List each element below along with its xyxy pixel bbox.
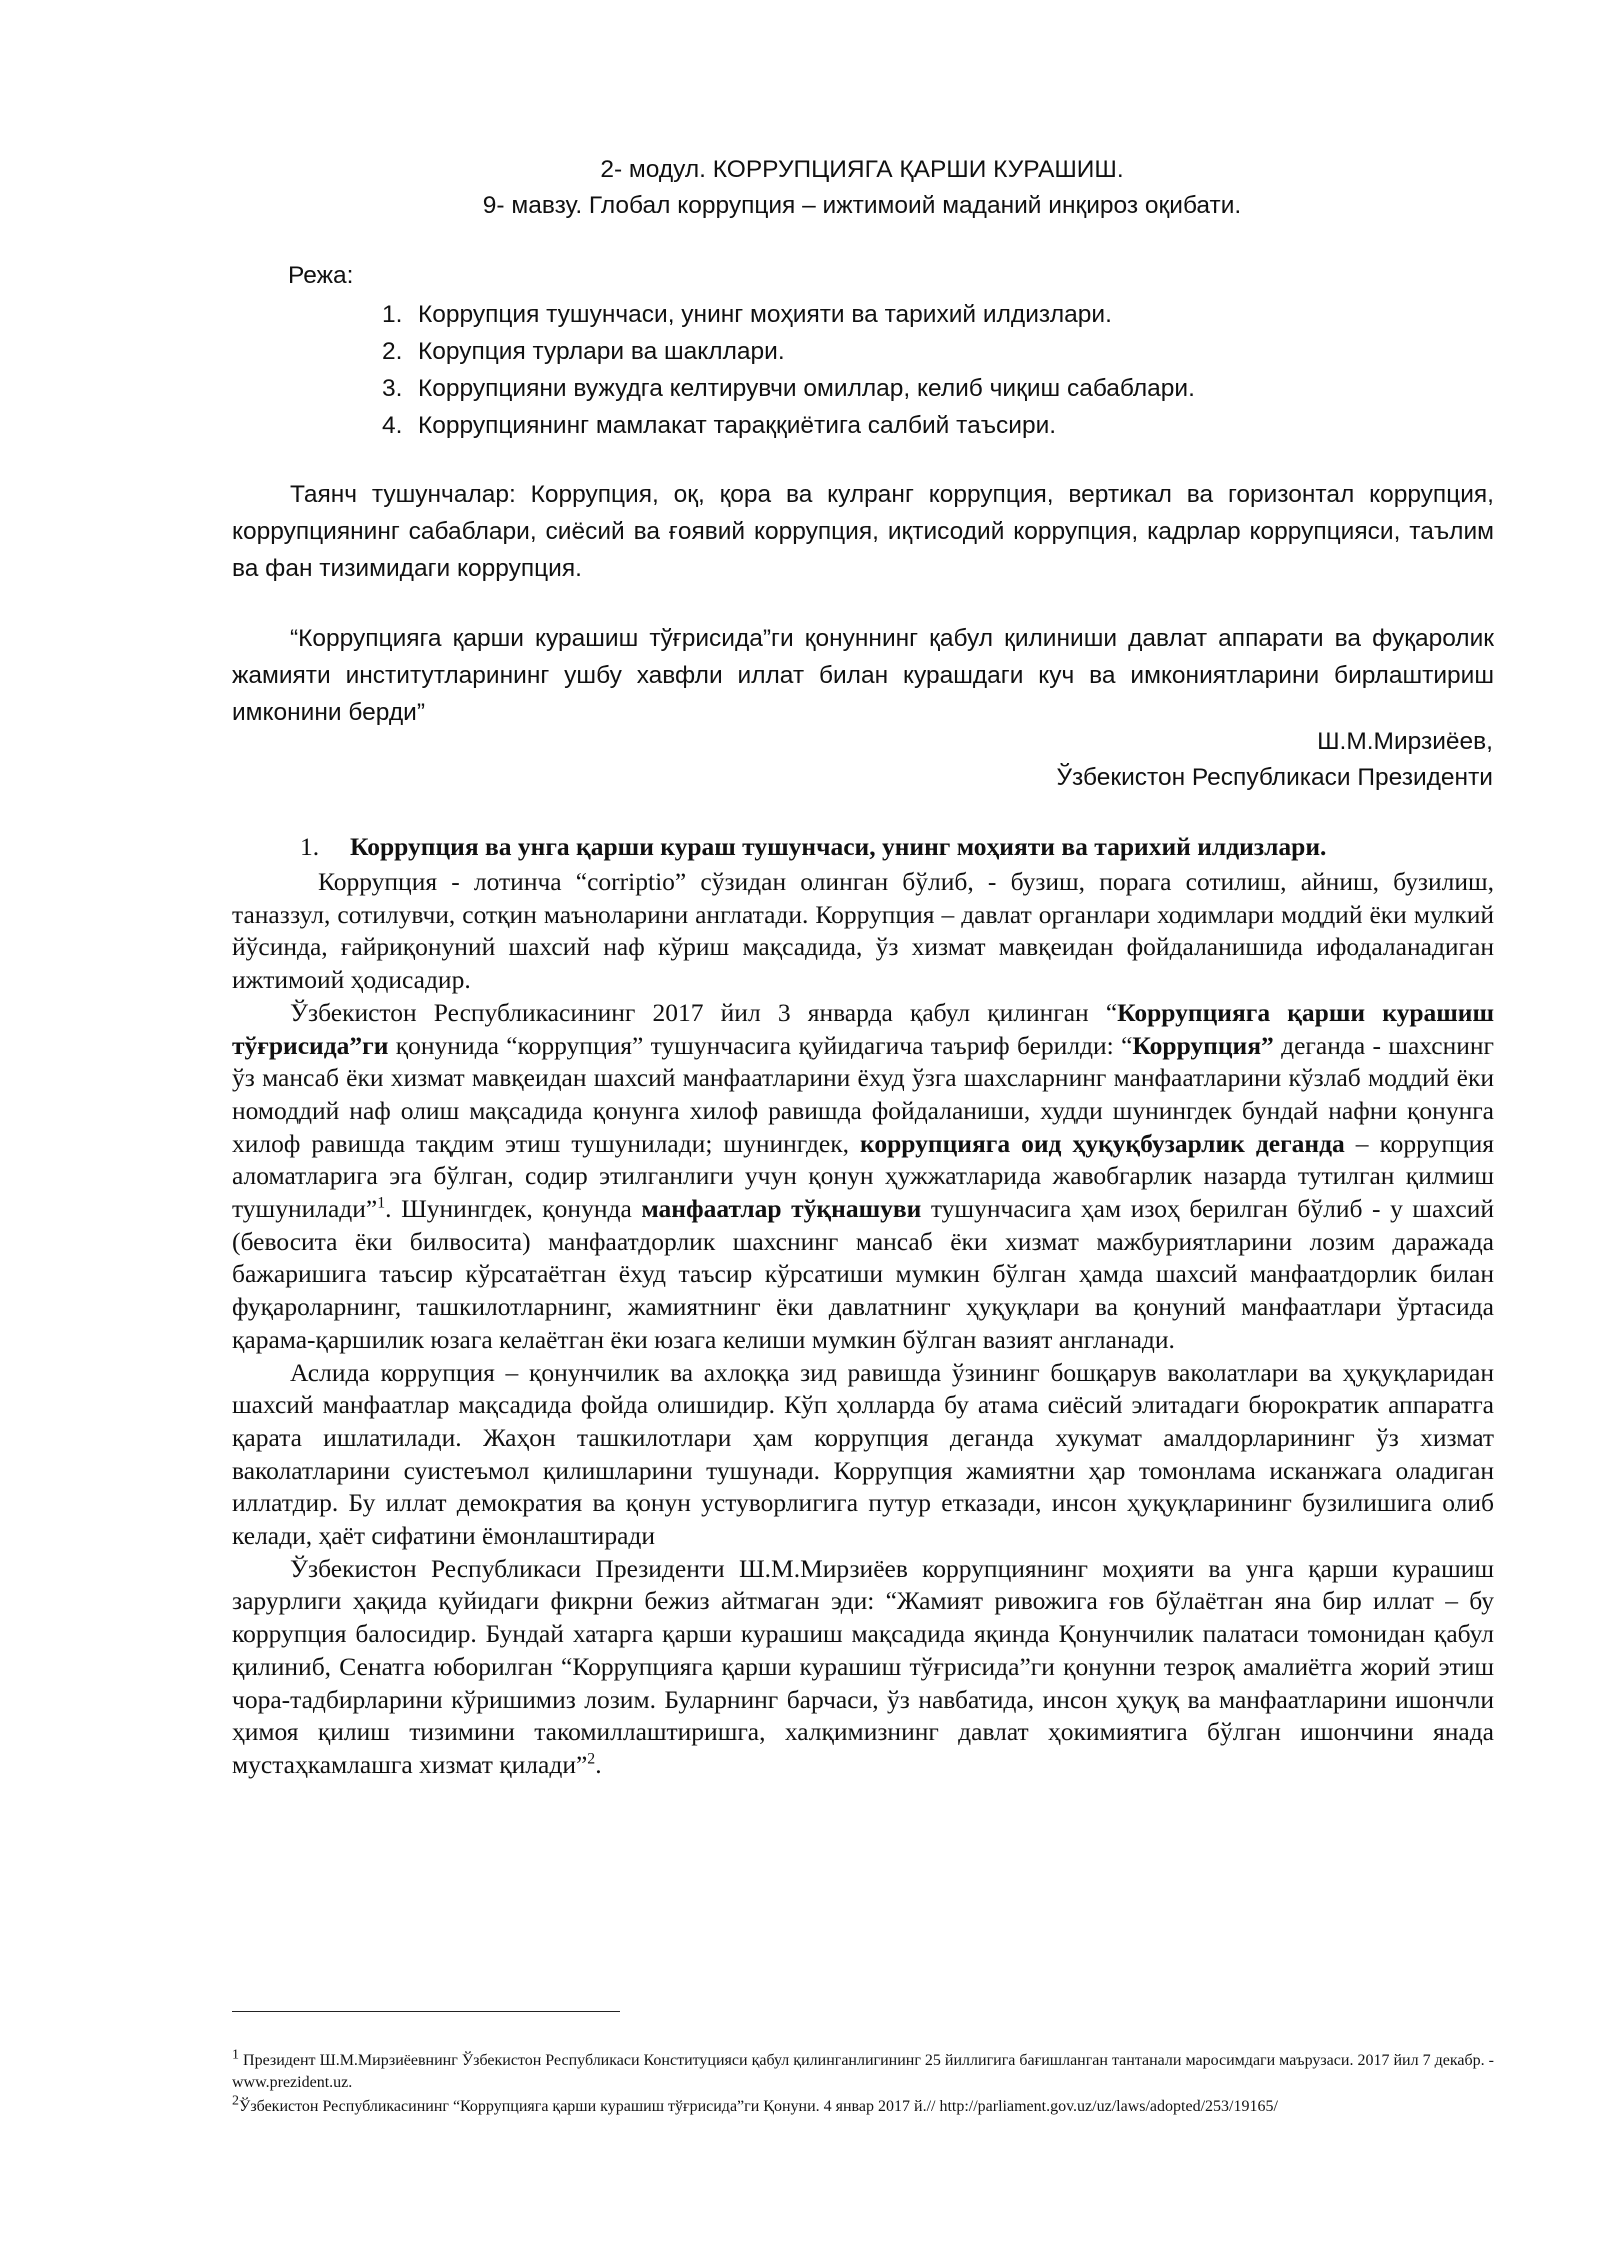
footnote: 2Ўзбекистон Республикасининг “Коррупцияга қарши курашиш тўғрисида”ги Қонуни. 4 январ 2017 й.// http://parliament.gov.uz/uz/laws/adopted/253/19165/ — [232, 2093, 1278, 2115]
plan-list — [382, 296, 1195, 444]
footnote-separator — [232, 2011, 620, 2012]
plan-title: Режа: — [288, 262, 354, 289]
topic-title: 9- мавзу. Глобал коррупция – ижтимоий маданий инқироз оқибати. — [482, 192, 1242, 219]
paragraph: Аслида коррупция – қонунчилик ва ахлоққа зид равишда ўзининг бошқарув ваколатлари ва ҳуқуқларидан шахсий манфаатлар мақсадида фойда олишидир. Кўп ҳолларда бу атама сиёсий элитадаги бюрократик аппаратга қарата ишлатилади. Жаҳон ташкилотлари ҳам коррупция деганда хукумат амалдорларининг ўз хизмат ваколатларини суистеъмол қилишларини тушунади. Коррупция жамиятни ҳар томонлама исканжага оладиган иллатдир. Бу иллат демократия ва қонун устуворлигига путур етказади, инсон ҳуқуқларининг бузилишига олиб келади, ҳаёт сифатини ёмонлаштиради — [232, 1357, 1494, 1551]
section-body — [232, 866, 1494, 1782]
epigraph-quote: “Коррупцияга қарши курашиш тўғрисида”ги қонуннинг қабул қилиниши давлат аппарати ва фуқаролик жамияти институтларининг ушбу хавфли иллат билан курашдаги куч ва имкониятларини бирлаштириш имконини берди” — [232, 625, 1494, 726]
paragraph: Ўзбекистон Республикаси Президенти Ш.М.Мирзиёев коррупциянинг моҳияти ва унга қарши курашиш зарурлиги ҳақида қуйидаги фикрни бежиз айтмаган эди: “Жамият ривожига ғов бўлаётган яна бир иллат – бу коррупция балосидир. Бундай хатарга қарши курашиш мақсадида яқинда Қонунчилик палатаси томонидан қабул қилиниб, Сенатга юборилган “Коррупцияга қарши курашиш тўғрисида”ги қонунни тезроқ амалиётга жорий этиш чора-тадбирларини кўришимиз лозим. Буларнинг барчаси, ўз навбатида, инсон ҳуқуқ ва манфаатларини ишончли ҳимоя қилиш тизимини такомиллаштиришга, халқимизнинг давлат ҳокимиятига бўлган ишончини янада мустаҳкамлашга хизмат қилади”$^2$. — [232, 1553, 1494, 1779]
paragraph: Коррупция - лотинча “corriptio” сўзидан олинган бўлиб, - бузиш, порага сотилиш, айниш, бузилиш, таназзул, сотилувчи, сотқин маъноларини англатади. Коррупция – давлат органлари ходимлари моддий ёки мулкий йўсинда, ғайриқонуний шахсий наф кўриш мақсадида, ўз хизмат мавқеидан фойдаланишида ифодаланадиган ижтимоий ҳодисадир. — [232, 867, 1494, 995]
footnote: 1 Президент Ш.М.Мирзиёевнинг Ўзбекистон Республикаси Конституцияси қабул қилинганлигининг 25 йиллигига бағишланган тантанали маросимдаги маърузаси. 2017 йил 7 декабр. - www.prezident.uz. — [232, 2047, 1494, 2091]
module-title: 2- модул. КОРРУПЦИЯГА ҚАРШИ КУРАШИШ. — [600, 156, 1124, 183]
footnotes — [232, 2047, 1494, 2120]
plan-item: 1. Коррупция тушунчаси, унинг моҳияти ва тарихий илдизлари. — [382, 301, 1112, 328]
paragraph: Ўзбекистон Республикасининг 2017 йил 3 январда қабул қилинган “Коррупцияга қарши курашиш тўғрисида”ги қонунида “коррупция” тушунчасига қуйидагича таъриф берилди: “Коррупция” деганда - шахснинг ўз мансаб ёки хизмат мавқеидан шахсий манфаатларини ёхуд ўзга шахсларнинг манфаатларини кўзлаб моддий ёки номоддий наф олиш мақсадида қонунга хилоф равишда фойдаланиши, худди шунингдек бундай нафни қонунга хилоф равишда тақдим этиш тушунилади; шунингдек, коррупцияга оид ҳуқуқбузарлик деганда – коррупция аломатларига эга бўлган, содир этилганлиги учун қонун ҳужжатларида жавобгарлик назарда тутилган қилмиш тушунилади”$^1$. Шунингдек, қонунда манфаатлар тўқнашуви тушунчасига ҳам изоҳ берилган бўлиб - у шахсий (бевосита ёки билвосита) манфаатдорлик шахснинг мансаб ёки хизмат мажбуриятларини лозим даражада бажаришига таъсир кўрсатаётган ёхуд таъсир кўрсатиши мумкин бўлган ҳамда шахсий манфаатдорлик билан фуқароларнинг, ташкилотларнинг, жамиятнинг ёки давлатнинг ҳуқуқлари ва қонуний манфаатлари ўртасида қарама-қаршилик юзага келаётган ёки юзага келиши мумкин бўлган вазият англанади. — [232, 997, 1495, 1354]
footnote-ref[interactable]: 2 — [587, 1750, 596, 1768]
plan-item: 4. Коррупциянинг мамлакат тараққиётига салбий таъсири. — [382, 412, 1057, 439]
footnote-ref[interactable]: 1 — [377, 1194, 386, 1212]
key-concepts: Таянч тушунчалар: Коррупция, оқ, қора ва кулранг коррупция, вертикал ва горизонтал коррупция, коррупциянинг сабаблари, сиёсий ва ғоявий коррупция, иқтисодий коррупция, кадрлар коррупцияси, таълим ва фан тизимидаги коррупция. — [232, 481, 1494, 582]
epigraph-author-title: Ўзбекистон Республикаси Президенти — [1056, 764, 1493, 791]
epigraph-author: Ш.М.Мирзиёев, — [1317, 728, 1493, 755]
plan-item: 2. Корупция турлари ва шакллари. — [382, 338, 785, 365]
plan-item: 3. Коррупцияни вужудга келтирувчи омиллар, келиб чиқиш сабаблари. — [382, 375, 1195, 402]
section-heading: 1. Коррупция ва унга қарши кураш тушунчаси, унинг моҳияти ва тарихий илдизлари. — [300, 832, 1327, 861]
